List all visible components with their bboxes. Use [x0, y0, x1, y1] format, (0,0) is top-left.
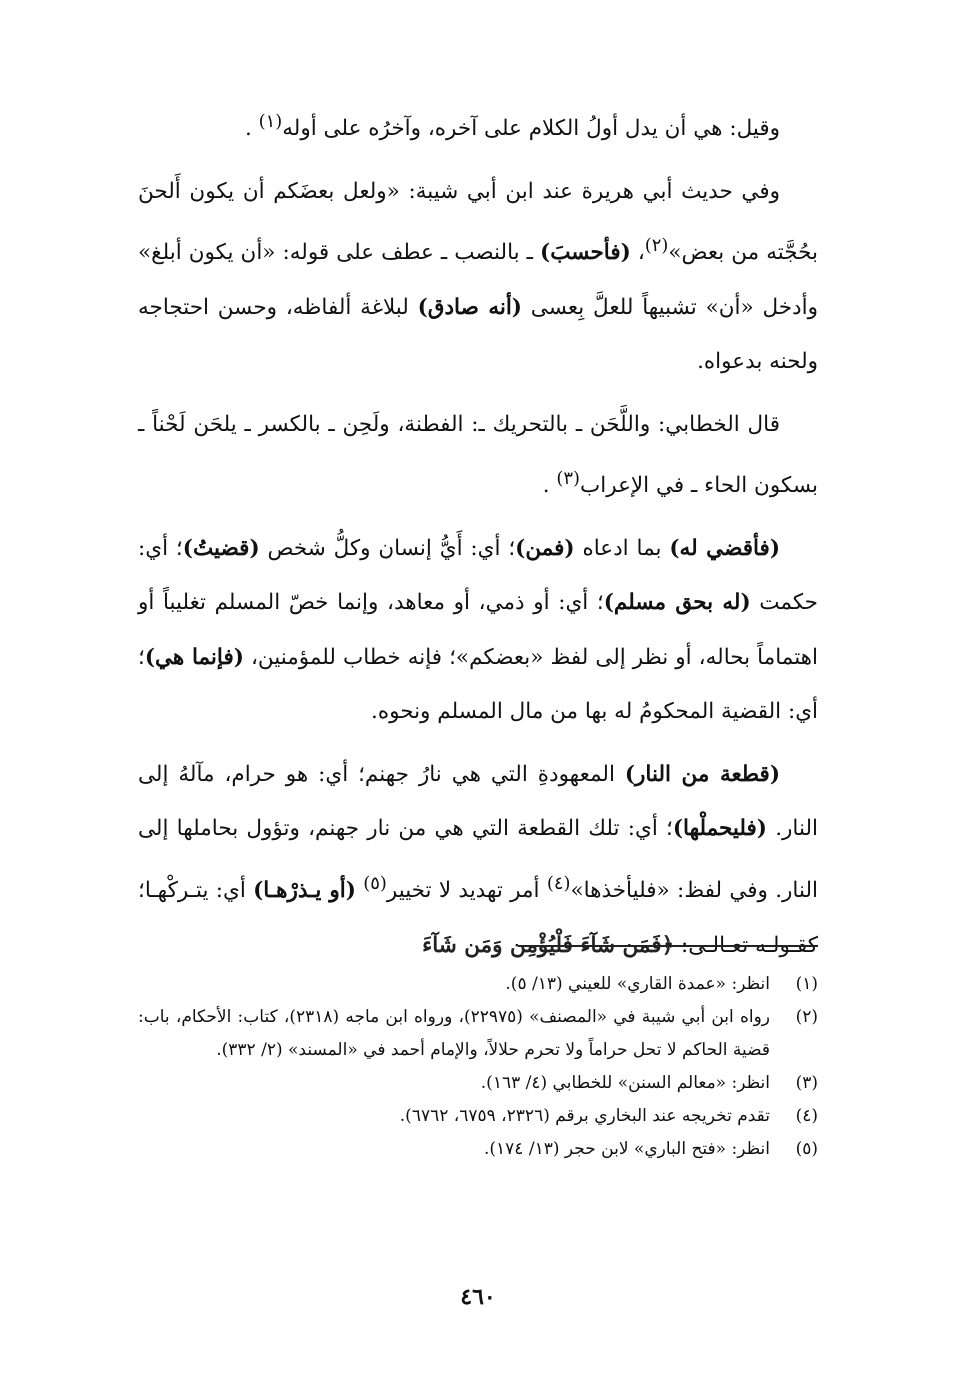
footnote-ref[interactable]: (٥): [363, 872, 387, 894]
footnote-number: (٢): [795, 1007, 818, 1027]
text-run: ؛ أي: أَيُّ إنسان وكلُّ شخص: [259, 535, 516, 561]
footnote-text: انظر: «عمدة القاري» للعيني (١٣/ ٥).: [505, 974, 770, 994]
paragraph-5: [138, 748, 818, 973]
footnote-ref[interactable]: (٢): [644, 235, 669, 257]
footnote-item: [138, 1067, 818, 1100]
text-run: المعهودةِ التي هي نارُ جهنم؛ أي: هو حرام، مآلهُ إلى النار.: [138, 761, 818, 842]
text-run: .: [542, 473, 550, 499]
footnote-text: انظر: «معالم السنن» للخطابي (٤/ ١٦٣).: [480, 1073, 770, 1093]
bold-term: (أنه صادق): [417, 294, 522, 320]
bold-term: (فليحملْها): [672, 816, 767, 842]
bold-term: (قضيتُ): [182, 535, 260, 561]
page-number: ٤٦٠: [460, 1284, 496, 1310]
text-run: ؛ أي: القضية المحكومُ له بها من مال المسلم ونحوه.: [138, 644, 818, 725]
footnote-number: (٥): [795, 1139, 818, 1159]
bold-term: (له بحق مسلم): [603, 590, 751, 616]
bold-term: (أو يـذرْهـا): [253, 878, 356, 904]
footnote-text: تقدم تخريجه عند البخاري برقم (٢٣٢٦، ٦٧٥٩، ٦٧٦٢).: [399, 1106, 770, 1126]
quran-verse: ﴿فَمَن شَآءَ فَلْيُؤْمِن وَمَن شَآءَ: [422, 932, 675, 958]
footnote-item: [138, 968, 818, 1001]
paragraph-4: [138, 522, 818, 740]
bold-term: (فإنما هي): [144, 644, 244, 670]
footnote-text: رواه ابن أبي شيبة في «المصنف» (٢٢٩٧٥)، ورواه ابن ماجه (٢٣١٨)، كتاب: الأحكام، باب: قضية الحاكم لا تحل حراماً ولا تحرم حلالاً، والإمام أحمد في «المسند» (٢/ ٣٣٢).: [138, 1007, 770, 1060]
footnote-ref[interactable]: (٣): [556, 468, 581, 490]
footnote-number: (١): [795, 974, 818, 994]
main-text: [138, 95, 818, 973]
bold-term: (قطعة من النار): [624, 761, 781, 787]
bold-term: (فأقضي له): [669, 535, 780, 561]
footnote-text: انظر: «فتح الباري» لابن حجر (١٣/ ١٧٤).: [483, 1139, 770, 1159]
text-run: أي: يتـركْهـا؛ كقـولـه تعـالـى:: [138, 878, 818, 958]
footnote-number: (٣): [795, 1073, 818, 1093]
bold-term: (فمن): [515, 535, 575, 561]
text-run: ؛ أي: تلك القطعة التي هي من نار جهنم، وتؤول بحاملها إلى النار. وفي لفظ: «فليأخذها»: [138, 816, 818, 904]
text-run: ـ بالنصب ـ عطف على قوله: «أن يكون أبلغ» وأدخل «أن» تشبيهاً للعلَّ بِعسى: [138, 240, 818, 320]
paragraph-2: [138, 165, 818, 390]
footnote-item: [138, 1001, 818, 1067]
text-run: ؛ أي: أو ذمي، أو معاهد، وإنما خصّ المسلم تغليباً أو اهتماماً بحاله، أو نظر إلى لفظ «بعضكم»؛ فإنه خطاب للمؤمنين،: [138, 590, 818, 670]
footnote-number: (٤): [795, 1106, 818, 1126]
text-run: وقيل: هي أن يدل أولُ الكلام على آخره، وآخرُه على أوله: [282, 116, 780, 142]
paragraph-3: [138, 398, 818, 514]
footnote-item: [138, 1100, 818, 1133]
text-run: بما ادعاه: [574, 535, 670, 561]
footnote-ref[interactable]: (٤): [546, 872, 571, 894]
text-run: أمر تهديد لا تخيير: [386, 878, 547, 904]
text-run: ؛ أي: حكمت: [138, 535, 818, 616]
bold-term: (فأحسبَ): [540, 240, 631, 266]
footnotes: [138, 968, 818, 1166]
text-run: .: [244, 116, 252, 142]
paragraph-1: [138, 95, 818, 157]
footnote-item: [138, 1133, 818, 1166]
footnote-separator: [518, 945, 818, 947]
text-run: ،: [630, 240, 645, 266]
text-run: وفي حديث أبي هريرة عند ابن أبي شيبة: «ولعل بعضَكم أن يكون أَلحنَ بحُجَّته من بعض»: [138, 178, 818, 266]
text-run: لبلاغة ألفاظه، وحسن احتجاجه ولحنه بدعواه.: [138, 294, 818, 375]
text-run: قال الخطابي: واللَّحَن ـ بالتحريك ـ: الفطنة، ولَحِن ـ بالكسر ـ يلحَن لَحْناً ـ بسكون الحاء ـ في الإعراب: [138, 411, 818, 499]
footnote-ref[interactable]: (١): [258, 111, 283, 132]
